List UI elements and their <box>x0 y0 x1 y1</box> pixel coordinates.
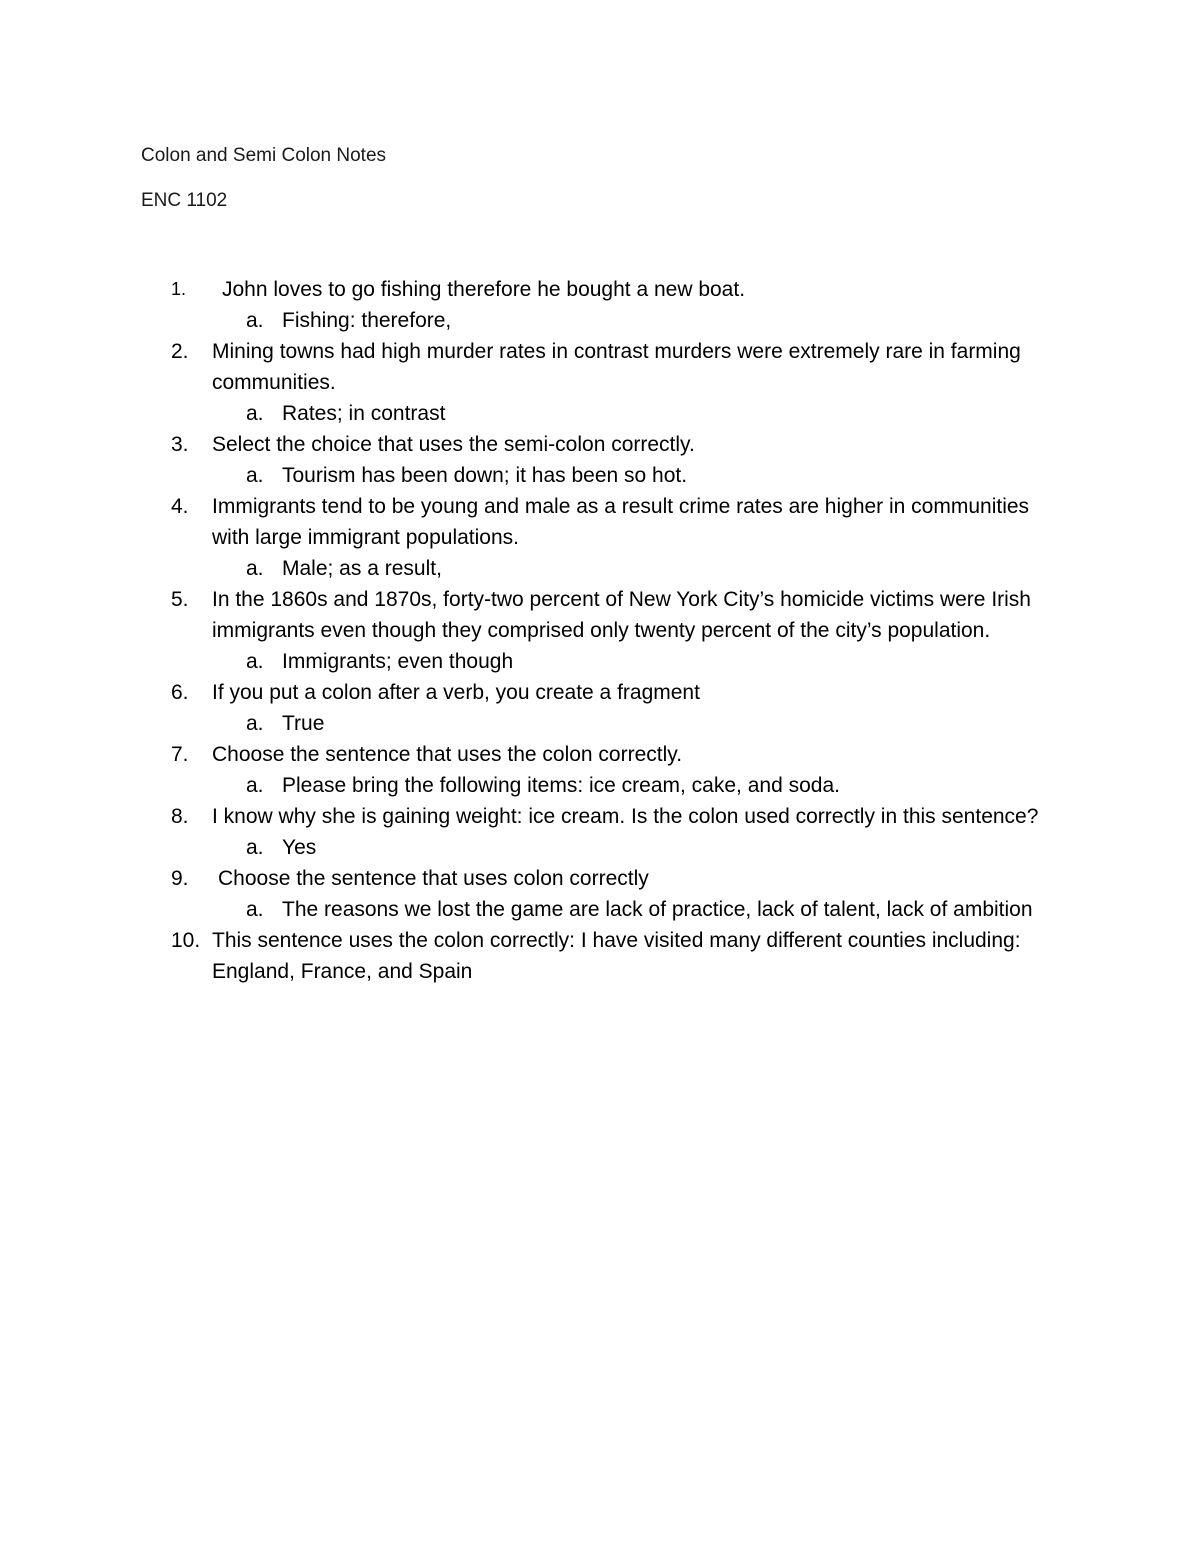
answer-label: a. <box>246 774 264 797</box>
document-title: Colon and Semi Colon Notes <box>141 145 387 166</box>
answer-2 <box>0 398 1200 429</box>
question-text: Select the choice that uses the semi-colon correctly. <box>212 433 695 456</box>
answer-text: Immigrants; even though <box>282 650 514 673</box>
question-number: 2. <box>171 340 189 363</box>
answer-text: Fishing: therefore, <box>282 309 452 332</box>
answer-label: a. <box>246 650 264 673</box>
question-5 <box>0 584 1200 615</box>
question-3 <box>0 429 1200 460</box>
answer-4 <box>0 553 1200 584</box>
answer-text: Male; as a result, <box>282 557 442 580</box>
question-6 <box>0 677 1200 708</box>
answer-text: The reasons we lost the game are lack of practice, lack of talent, lack of ambition <box>282 898 1033 921</box>
question-number: 8. <box>171 805 189 828</box>
answer-label: a. <box>246 898 264 921</box>
question-number: 1. <box>171 279 187 299</box>
answer-3 <box>0 460 1200 491</box>
question-2 <box>0 336 1200 367</box>
question-text: Immigrants tend to be young and male as a result crime rates are higher in communities <box>212 495 1030 518</box>
answer-6 <box>0 708 1200 739</box>
question-number: 6. <box>171 681 189 704</box>
answer-text: True <box>282 712 325 735</box>
question-text: Mining towns had high murder rates in contrast murders were extremely rare in farming <box>212 340 1021 363</box>
answer-8 <box>0 832 1200 863</box>
question-8 <box>0 801 1200 832</box>
answer-text: Tourism has been down; it has been so hot. <box>282 464 688 487</box>
question-10 <box>0 925 1200 956</box>
answer-text: Yes <box>282 836 317 859</box>
answer-label: a. <box>246 464 264 487</box>
question-text: If you put a colon after a verb, you create a fragment <box>212 681 700 704</box>
question-text: In the 1860s and 1870s, forty-two percent of New York City’s homicide victims were Irish <box>212 588 1031 611</box>
answer-text: Rates; in contrast <box>282 402 446 425</box>
question-text: Choose the sentence that uses colon correctly <box>218 867 649 890</box>
answer-9 <box>0 894 1200 925</box>
answer-7 <box>0 770 1200 801</box>
answer-1 <box>0 305 1200 336</box>
answer-label: a. <box>246 557 264 580</box>
answer-label: a. <box>246 836 264 859</box>
question-text: John loves to go fishing therefore he bought a new boat. <box>222 278 746 301</box>
question-text: communities. <box>212 371 336 394</box>
question-9 <box>0 863 1200 894</box>
answer-label: a. <box>246 309 264 332</box>
question-number: 3. <box>171 433 189 456</box>
question-4-continued <box>0 522 1200 553</box>
question-text: immigrants even though they comprised only twenty percent of the city’s population. <box>212 619 991 642</box>
answer-text: Please bring the following items: ice cream, cake, and soda. <box>282 774 840 797</box>
question-list <box>0 274 1200 987</box>
question-5-continued <box>0 615 1200 646</box>
question-number: 7. <box>171 743 189 766</box>
question-text: with large immigrant populations. <box>212 526 519 549</box>
question-7 <box>0 739 1200 770</box>
question-text: Choose the sentence that uses the colon correctly. <box>212 743 683 766</box>
answer-label: a. <box>246 402 264 425</box>
question-number: 10. <box>171 929 201 952</box>
question-text: This sentence uses the colon correctly: I have visited many different counties including: <box>212 929 1021 952</box>
question-text: England, France, and Spain <box>212 960 473 983</box>
question-1 <box>0 274 1200 305</box>
question-10-continued <box>0 956 1200 987</box>
question-number: 4. <box>171 495 189 518</box>
question-number: 9. <box>171 867 189 890</box>
question-4 <box>0 491 1200 522</box>
answer-5 <box>0 646 1200 677</box>
course-code: ENC 1102 <box>141 190 228 211</box>
answer-label: a. <box>246 712 264 735</box>
question-text: I know why she is gaining weight: ice cream. Is the colon used correctly in this sentence? <box>212 805 1039 828</box>
question-2-continued <box>0 367 1200 398</box>
question-number: 5. <box>171 588 189 611</box>
